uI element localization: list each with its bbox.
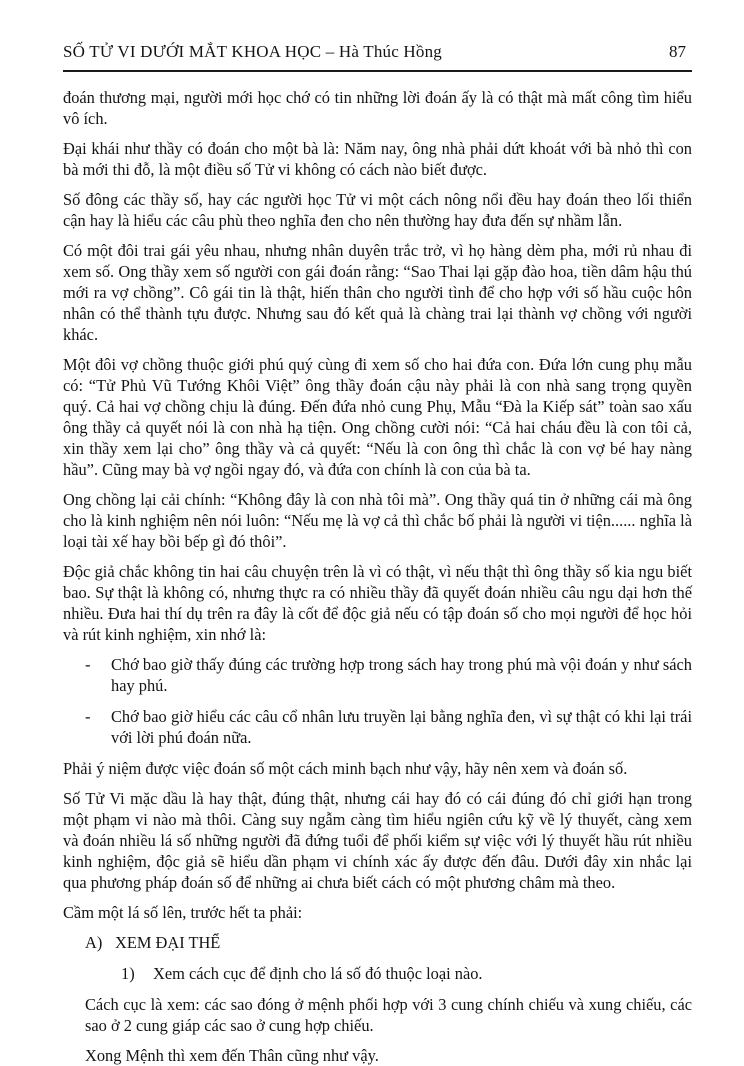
text-block-indented: Cách cục là xem: các sao đóng ở mệnh phối hợp với 3 cung chính chiếu và xung chiếu, các sao ở 2 cung giáp các sao ở cung hợp chiếu. [85,995,692,1035]
text-block-paragraph: Đại khái như thầy có đoán cho một bà là: Năm nay, ông nhà phải dứt khoát với bà nhỏ thì con bà mới thi đỗ, là một điều số Tử vi không có cách nào biết được. [63,139,692,179]
text-block-paragraph: Ong chồng lại cải chính: “Không đây là con nhà tôi mà”. Ong thầy quá tin ở những cái mà ông cho là kinh nghiệm nên nói luôn: “Nếu mẹ là vợ cả thì chắc bố phải là người vi tiện...... nghĩa là loại tài xế hay bồi bếp gì đó thôi”. [63,490,692,551]
text-block-bullet [85,706,692,748]
text-block-paragraph: Một đôi vợ chồng thuộc giới phú quý cùng đi xem số cho hai đứa con. Đứa lớn cung phụ mẫu có: “Tử Phủ Vũ Tướng Khôi Việt” ông thầy đoán cậu này phải là con nhà sang trọng quyền quý. Cả hai vợ chồng chịu là đúng. Đến đứa nhỏ cung Phụ, Mẫu “Đà la Kiếp sát” toàn sao xấu ông thầy cả quyết nói là con nhà hạ tiện. Ong chồng cười nói: “Cả hai cháu đều là con tôi cả, xin thầy xem lại cho” ông thầy và cả quyết: “Nếu là con ông thì chắc là con vợ bé hay nàng hầu”. Cũng may bà vợ ngồi ngay đó, và đứa con chính là con của bà ta. [63,355,692,479]
numbered-text: Xem cách cục để định cho lá số đó thuộc loại nào. [153,964,483,983]
page-number: 87 [669,42,686,61]
bullet-marker: - [85,707,91,726]
running-header [63,42,692,72]
lettered-marker: A) [85,933,103,952]
text-block-bullet [85,654,692,696]
bullet-text: Chớ bao giờ thấy đúng các trường hợp trong sách hay trong phú mà vội đoán y như sách hay phú. [111,655,692,695]
book-title: SỐ TỬ VI DƯỚI MẮT KHOA HỌC – Hà Thúc Hồng [63,42,442,61]
text-block-lettered [85,932,692,953]
bullet-text: Chớ bao giờ hiểu các câu cổ nhân lưu truyền lại bằng nghĩa đen, vì sự thật có khi lại trái với lời phú đoán nữa. [111,707,692,747]
text-block-paragraph: Số Tử Vi mặc dầu là hay thật, đúng thật, nhưng cái hay đó có cái đúng đó chỉ giới hạn trong một phạm vi nào mà thôi. Càng suy ngẫm càng tìm hiểu ngiên cứu kỹ về lý thuyết, càng xem và đoán nhiều lá số những người đã đứng tuổi để phối kiểm sự việc với lý thuyết hầu rút nhiều kinh nghiệm, độc giả sẽ hiểu dần phạm vi chính xác ấy được đến đâu. Dưới đây xin nhắc lại qua phương pháp đoán số để những ai chưa biết cách có một phương châm mà theo. [63,789,692,892]
page-content [63,72,692,1066]
text-block-numbered [121,963,692,984]
numbered-marker: 1) [121,964,135,983]
text-block-paragraph: Phải ý niệm được việc đoán số một cách minh bạch như vậy, hãy nên xem và đoán số. [63,759,628,778]
lettered-text: XEM ĐẠI THỂ [115,933,221,952]
text-block-paragraph: Cầm một lá số lên, trước hết ta phải: [63,903,303,922]
bullet-marker: - [85,655,91,674]
text-block-paragraph: đoán thương mại, người mới học chớ có tin những lời đoán ấy là có thật mà mất công tìm hiểu vô ích. [63,88,692,128]
text-block-paragraph: Có một đôi trai gái yêu nhau, nhưng nhân duyên trắc trở, vì họ hàng dèm pha, mới rủ nhau đi xem số. Ong thầy xem số người con gái đoán rằng: “Sao Thai lại gặp đào hoa, tiền dâm hậu thú mới ra vợ chồng”. Cô gái tin là thật, hiến thân cho người tình để cho hợp với số hầu cuộc hôn nhân có thể thành tựu được. Nhưng sau đó kết quả là chàng trai lại thành vợ chồng với người khác. [63,241,692,344]
text-block-paragraph: Số đông các thầy số, hay các người học Tử vi một cách nông nổi đều hay đoán theo lối thiển cận hay là hiểu các câu phù theo nghĩa đen cho nên thường hay đưa đến sự nhầm lẫn. [63,190,692,230]
text-block-paragraph: Độc giả chắc không tin hai câu chuyện trên là vì có thật, vì nếu thật thì ông thầy số kia ngu biết bao. Sự thật là không có, nhưng thực ra có nhiều thầy đã quyết đoán nhiều câu ngu dại hơn thế nhiều. Đưa hai thí dụ trên ra đây là cốt để độc giả nếu có tập đoán số cho mọi người để học hỏi và rút kinh nghiệm, xin nhớ là: [63,562,692,644]
text-block-indented: Xong Mệnh thì xem đến Thân cũng như vậy. [85,1046,379,1065]
